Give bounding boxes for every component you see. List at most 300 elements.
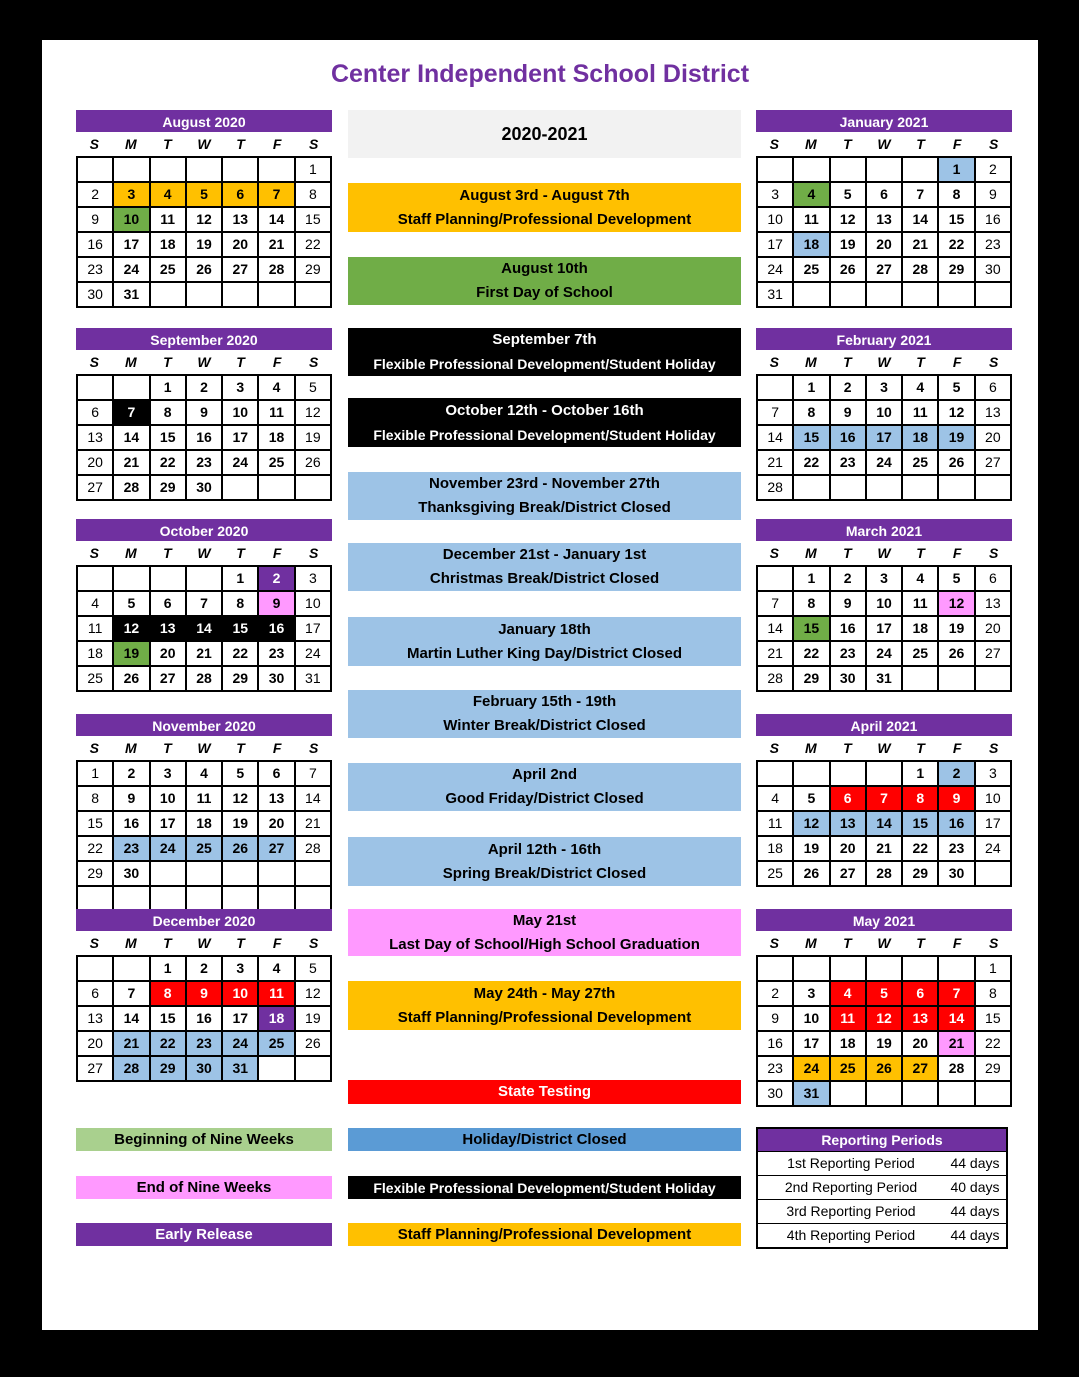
day-cell: 24 xyxy=(151,837,187,862)
day-cell: 10 xyxy=(867,592,903,617)
weekday-header xyxy=(756,736,1012,760)
event-description: Flexible Professional Development/Student Holiday xyxy=(373,426,716,443)
day-cell: 3 xyxy=(296,567,332,592)
day-cell: 26 xyxy=(296,451,332,476)
day-cell: 4 xyxy=(259,957,295,982)
day-cell: 27 xyxy=(78,1057,114,1082)
empty-cell xyxy=(831,158,867,183)
day-cell: 12 xyxy=(794,812,830,837)
day-cell: 15 xyxy=(151,1007,187,1032)
day-cell: 7 xyxy=(259,183,295,208)
day-cell: 21 xyxy=(903,233,939,258)
day-cell: 29 xyxy=(903,862,939,887)
day-cell: 13 xyxy=(976,592,1012,617)
day-cell: 21 xyxy=(114,1032,150,1057)
weekday-label: T xyxy=(843,354,852,370)
day-cell: 6 xyxy=(78,401,114,426)
weekday-label: S xyxy=(309,740,319,756)
day-cell: 4 xyxy=(187,762,223,787)
empty-cell xyxy=(259,862,295,887)
day-cell: 6 xyxy=(976,567,1012,592)
table-row xyxy=(758,1199,1006,1223)
event-date: August 10th xyxy=(501,260,588,277)
day-cell: 15 xyxy=(903,812,939,837)
empty-cell xyxy=(296,862,332,887)
empty-cell xyxy=(78,567,114,592)
day-cell: 24 xyxy=(867,451,903,476)
day-cell: 26 xyxy=(831,258,867,283)
day-cell: 1 xyxy=(78,762,114,787)
day-cell: 27 xyxy=(223,258,259,283)
event-band xyxy=(348,981,741,1030)
day-cell: 2 xyxy=(187,957,223,982)
day-grid xyxy=(76,760,332,912)
empty-cell xyxy=(114,957,150,982)
weekday-label: M xyxy=(125,136,137,152)
day-cell: 2 xyxy=(831,376,867,401)
weekday-header xyxy=(756,132,1012,156)
weekday-header xyxy=(76,350,332,374)
day-cell: 14 xyxy=(903,208,939,233)
day-cell: 19 xyxy=(939,617,975,642)
empty-cell xyxy=(296,1057,332,1082)
day-cell: 15 xyxy=(78,812,114,837)
day-cell: 25 xyxy=(903,642,939,667)
day-cell: 21 xyxy=(758,451,794,476)
event-date: April 2nd xyxy=(511,766,577,783)
event-band xyxy=(348,763,741,811)
day-cell: 10 xyxy=(151,787,187,812)
day-cell: 14 xyxy=(939,1007,975,1032)
reporting-periods-table xyxy=(756,1127,1008,1249)
empty-cell xyxy=(794,762,830,787)
day-cell: 24 xyxy=(867,642,903,667)
day-cell: 1 xyxy=(794,567,830,592)
empty-cell xyxy=(794,283,830,308)
empty-cell xyxy=(867,1082,903,1107)
empty-cell xyxy=(758,567,794,592)
day-cell: 17 xyxy=(114,233,150,258)
day-grid xyxy=(76,374,332,501)
empty-cell xyxy=(758,158,794,183)
weekday-label: W xyxy=(877,354,891,370)
day-cell: 18 xyxy=(78,642,114,667)
day-cell: 23 xyxy=(758,1057,794,1082)
day-cell: 29 xyxy=(939,258,975,283)
day-cell: 6 xyxy=(223,183,259,208)
day-cell: 30 xyxy=(976,258,1012,283)
day-cell: 12 xyxy=(939,592,975,617)
day-cell: 3 xyxy=(223,376,259,401)
event-description: Staff Planning/Professional Development xyxy=(397,210,692,228)
empty-cell xyxy=(794,158,830,183)
day-cell: 6 xyxy=(78,982,114,1007)
day-cell: 26 xyxy=(114,667,150,692)
day-cell: 1 xyxy=(794,376,830,401)
weekday-label: T xyxy=(163,545,172,561)
day-cell: 21 xyxy=(939,1032,975,1057)
day-cell: 11 xyxy=(903,592,939,617)
weekday-label: S xyxy=(89,136,99,152)
day-cell: 8 xyxy=(794,592,830,617)
day-cell: 18 xyxy=(903,617,939,642)
day-cell: 6 xyxy=(151,592,187,617)
weekday-label: T xyxy=(916,354,925,370)
day-cell: 12 xyxy=(296,401,332,426)
event-band xyxy=(348,837,741,886)
month-september-2020 xyxy=(76,328,332,501)
month-december-2020 xyxy=(76,909,332,1082)
day-cell: 12 xyxy=(867,1007,903,1032)
legend-staff-planning xyxy=(348,1223,741,1246)
month-header: October 2020 xyxy=(76,519,332,541)
day-cell: 19 xyxy=(296,426,332,451)
event-description: Good Friday/District Closed xyxy=(445,790,644,807)
day-cell: 3 xyxy=(794,982,830,1007)
table-row xyxy=(758,1151,1006,1175)
month-header: January 2021 xyxy=(756,110,1012,132)
weekday-label: W xyxy=(877,740,891,756)
day-cell: 19 xyxy=(939,426,975,451)
day-cell: 12 xyxy=(831,208,867,233)
day-cell: 27 xyxy=(976,451,1012,476)
year-label xyxy=(348,110,741,158)
day-cell: 23 xyxy=(831,451,867,476)
empty-cell xyxy=(867,957,903,982)
day-cell: 10 xyxy=(223,401,259,426)
day-cell: 23 xyxy=(259,642,295,667)
day-cell: 3 xyxy=(976,762,1012,787)
weekday-label: W xyxy=(197,136,211,152)
day-cell: 16 xyxy=(187,1007,223,1032)
day-cell: 24 xyxy=(223,1032,259,1057)
weekday-label: W xyxy=(197,740,211,756)
day-cell: 10 xyxy=(794,1007,830,1032)
day-grid xyxy=(756,374,1012,501)
weekday-label: F xyxy=(272,136,282,152)
month-header: August 2020 xyxy=(76,110,332,132)
day-cell: 29 xyxy=(151,1057,187,1082)
day-cell: 23 xyxy=(187,451,223,476)
day-cell: 14 xyxy=(296,787,332,812)
day-cell: 25 xyxy=(151,258,187,283)
empty-cell xyxy=(114,376,150,401)
weekday-header xyxy=(76,132,332,156)
weekday-label: T xyxy=(236,354,245,370)
weekday-label: M xyxy=(125,740,137,756)
year-label-text: 2020-2021 xyxy=(501,124,588,144)
day-cell: 12 xyxy=(187,208,223,233)
day-cell: 18 xyxy=(259,426,295,451)
day-cell: 10 xyxy=(296,592,332,617)
day-cell: 5 xyxy=(939,376,975,401)
day-cell: 19 xyxy=(114,642,150,667)
event-description: Staff Planning/Professional Development xyxy=(397,1008,692,1026)
calendar-page xyxy=(42,40,1038,1330)
day-cell: 29 xyxy=(151,476,187,501)
day-cell: 5 xyxy=(867,982,903,1007)
day-cell: 11 xyxy=(794,208,830,233)
day-cell: 26 xyxy=(867,1057,903,1082)
weekday-label: S xyxy=(769,740,779,756)
event-date: October 12th - October 16th xyxy=(445,401,644,419)
day-cell: 15 xyxy=(223,617,259,642)
event-date: August 3rd - August 7th xyxy=(459,186,630,204)
table-row xyxy=(758,1223,1006,1247)
empty-cell xyxy=(867,158,903,183)
day-cell: 20 xyxy=(976,617,1012,642)
day-cell: 22 xyxy=(903,837,939,862)
day-cell: 4 xyxy=(758,787,794,812)
day-cell: 24 xyxy=(114,258,150,283)
empty-cell xyxy=(151,567,187,592)
month-january-2021 xyxy=(756,110,1012,308)
weekday-label: M xyxy=(805,354,817,370)
event-description: Thanksgiving Break/District Closed xyxy=(418,499,671,516)
day-cell: 13 xyxy=(151,617,187,642)
empty-cell xyxy=(259,1057,295,1082)
day-cell: 31 xyxy=(794,1082,830,1107)
day-cell: 27 xyxy=(259,837,295,862)
day-cell: 6 xyxy=(976,376,1012,401)
day-cell: 12 xyxy=(296,982,332,1007)
day-cell: 25 xyxy=(758,862,794,887)
empty-cell xyxy=(223,476,259,501)
day-cell: 22 xyxy=(794,451,830,476)
day-cell: 25 xyxy=(259,451,295,476)
weekday-label: T xyxy=(163,740,172,756)
weekday-label: M xyxy=(805,545,817,561)
day-cell: 1 xyxy=(939,158,975,183)
day-cell: 18 xyxy=(259,1007,295,1032)
weekday-label: W xyxy=(877,136,891,152)
day-cell: 28 xyxy=(867,862,903,887)
day-cell: 17 xyxy=(151,812,187,837)
day-cell: 13 xyxy=(867,208,903,233)
day-cell: 29 xyxy=(78,862,114,887)
empty-cell xyxy=(78,158,114,183)
legend-flexible-pd-label: Flexible Professional Development/Student Holiday xyxy=(373,1179,716,1196)
empty-cell xyxy=(831,283,867,308)
day-cell: 17 xyxy=(758,233,794,258)
day-cell: 6 xyxy=(259,762,295,787)
day-cell: 9 xyxy=(939,787,975,812)
day-cell: 15 xyxy=(794,617,830,642)
empty-cell xyxy=(758,762,794,787)
weekday-label: S xyxy=(769,354,779,370)
weekday-label: T xyxy=(163,935,172,951)
weekday-label: F xyxy=(952,935,962,951)
day-cell: 15 xyxy=(794,426,830,451)
event-date: September 7th xyxy=(492,331,597,348)
weekday-label: F xyxy=(952,136,962,152)
month-november-2020 xyxy=(76,714,332,912)
day-cell: 24 xyxy=(223,451,259,476)
day-cell: 2 xyxy=(187,376,223,401)
day-cell: 7 xyxy=(114,401,150,426)
day-cell: 31 xyxy=(867,667,903,692)
day-cell: 28 xyxy=(187,667,223,692)
empty-cell xyxy=(903,667,939,692)
day-cell: 31 xyxy=(296,667,332,692)
day-cell: 5 xyxy=(296,957,332,982)
day-cell: 9 xyxy=(78,208,114,233)
day-cell: 30 xyxy=(187,476,223,501)
weekday-label: W xyxy=(197,545,211,561)
day-cell: 16 xyxy=(78,233,114,258)
weekday-label: F xyxy=(952,740,962,756)
day-cell: 16 xyxy=(259,617,295,642)
empty-cell xyxy=(867,476,903,501)
day-cell: 26 xyxy=(223,837,259,862)
weekday-label: F xyxy=(272,740,282,756)
reporting-period-days: 44 days xyxy=(950,1203,1000,1219)
empty-cell xyxy=(223,862,259,887)
empty-cell xyxy=(867,283,903,308)
day-cell: 8 xyxy=(296,183,332,208)
event-band xyxy=(348,543,741,591)
weekday-label: S xyxy=(989,354,999,370)
event-band xyxy=(348,328,741,376)
day-cell: 25 xyxy=(903,451,939,476)
day-cell: 5 xyxy=(114,592,150,617)
day-cell: 23 xyxy=(187,1032,223,1057)
day-cell: 13 xyxy=(259,787,295,812)
weekday-label: F xyxy=(272,354,282,370)
event-band xyxy=(348,183,741,232)
day-cell: 4 xyxy=(794,183,830,208)
day-cell: 25 xyxy=(794,258,830,283)
day-cell: 5 xyxy=(831,183,867,208)
day-cell: 22 xyxy=(794,642,830,667)
legend-holiday xyxy=(348,1128,741,1151)
reporting-period-days: 44 days xyxy=(950,1155,1000,1171)
day-grid xyxy=(76,565,332,692)
day-cell: 28 xyxy=(114,476,150,501)
weekday-label: T xyxy=(843,740,852,756)
day-cell: 7 xyxy=(758,401,794,426)
day-cell: 20 xyxy=(223,233,259,258)
event-date: November 23rd - November 27th xyxy=(429,475,660,492)
reporting-period-name: 3rd Reporting Period xyxy=(786,1203,916,1219)
page-title: Center Independent School District xyxy=(330,60,750,88)
day-cell: 13 xyxy=(831,812,867,837)
month-header: December 2020 xyxy=(76,909,332,931)
day-cell: 23 xyxy=(976,233,1012,258)
day-cell: 5 xyxy=(794,787,830,812)
day-cell: 10 xyxy=(223,982,259,1007)
day-cell: 3 xyxy=(758,183,794,208)
day-cell: 9 xyxy=(114,787,150,812)
day-cell: 21 xyxy=(296,812,332,837)
day-cell: 7 xyxy=(939,982,975,1007)
empty-cell xyxy=(114,567,150,592)
day-cell: 7 xyxy=(903,183,939,208)
day-cell: 7 xyxy=(187,592,223,617)
day-grid xyxy=(76,156,332,308)
day-cell: 23 xyxy=(939,837,975,862)
empty-cell xyxy=(151,283,187,308)
day-cell: 11 xyxy=(259,982,295,1007)
weekday-header xyxy=(756,541,1012,565)
day-cell: 18 xyxy=(794,233,830,258)
day-cell: 13 xyxy=(223,208,259,233)
empty-cell xyxy=(903,957,939,982)
weekday-label: T xyxy=(916,935,925,951)
weekday-label: W xyxy=(877,935,891,951)
day-cell: 17 xyxy=(794,1032,830,1057)
month-may-2021 xyxy=(756,909,1012,1107)
day-cell: 21 xyxy=(867,837,903,862)
empty-cell xyxy=(794,476,830,501)
day-cell: 28 xyxy=(259,258,295,283)
weekday-label: S xyxy=(89,740,99,756)
day-grid xyxy=(76,955,332,1082)
weekday-label: F xyxy=(952,354,962,370)
day-cell: 20 xyxy=(151,642,187,667)
weekday-label: F xyxy=(272,935,282,951)
day-cell: 28 xyxy=(758,476,794,501)
day-cell: 27 xyxy=(831,862,867,887)
day-cell: 19 xyxy=(794,837,830,862)
day-cell: 17 xyxy=(976,812,1012,837)
day-cell: 3 xyxy=(151,762,187,787)
weekday-label: S xyxy=(309,136,319,152)
day-cell: 2 xyxy=(78,183,114,208)
month-march-2021 xyxy=(756,519,1012,692)
empty-cell xyxy=(831,476,867,501)
month-april-2021 xyxy=(756,714,1012,887)
day-cell: 8 xyxy=(976,982,1012,1007)
empty-cell xyxy=(78,376,114,401)
weekday-label: S xyxy=(989,935,999,951)
day-cell: 11 xyxy=(758,812,794,837)
event-band xyxy=(348,617,741,666)
day-cell: 16 xyxy=(831,617,867,642)
weekday-label: S xyxy=(769,545,779,561)
day-cell: 8 xyxy=(223,592,259,617)
day-cell: 9 xyxy=(259,592,295,617)
day-cell: 23 xyxy=(831,642,867,667)
day-cell: 30 xyxy=(758,1082,794,1107)
empty-cell xyxy=(831,957,867,982)
event-description: Martin Luther King Day/District Closed xyxy=(406,644,683,662)
event-description: State Testing xyxy=(497,1083,592,1100)
day-cell: 18 xyxy=(903,426,939,451)
day-cell: 12 xyxy=(939,401,975,426)
weekday-label: S xyxy=(989,545,999,561)
day-cell: 13 xyxy=(78,426,114,451)
day-cell: 27 xyxy=(78,476,114,501)
reporting-period-name: 1st Reporting Period xyxy=(787,1155,915,1171)
empty-cell xyxy=(831,762,867,787)
empty-cell xyxy=(758,957,794,982)
day-cell: 16 xyxy=(976,208,1012,233)
legend-early-release: Early Release xyxy=(76,1223,332,1246)
day-cell: 11 xyxy=(78,617,114,642)
day-cell: 20 xyxy=(78,451,114,476)
weekday-label: W xyxy=(197,354,211,370)
day-cell: 29 xyxy=(976,1057,1012,1082)
reporting-period-days: 44 days xyxy=(950,1227,1000,1243)
empty-cell xyxy=(114,158,150,183)
day-cell: 30 xyxy=(114,862,150,887)
legend-flexible-pd xyxy=(348,1176,741,1199)
weekday-label: T xyxy=(236,545,245,561)
weekday-label: S xyxy=(309,935,319,951)
day-cell: 13 xyxy=(976,401,1012,426)
day-cell: 26 xyxy=(794,862,830,887)
